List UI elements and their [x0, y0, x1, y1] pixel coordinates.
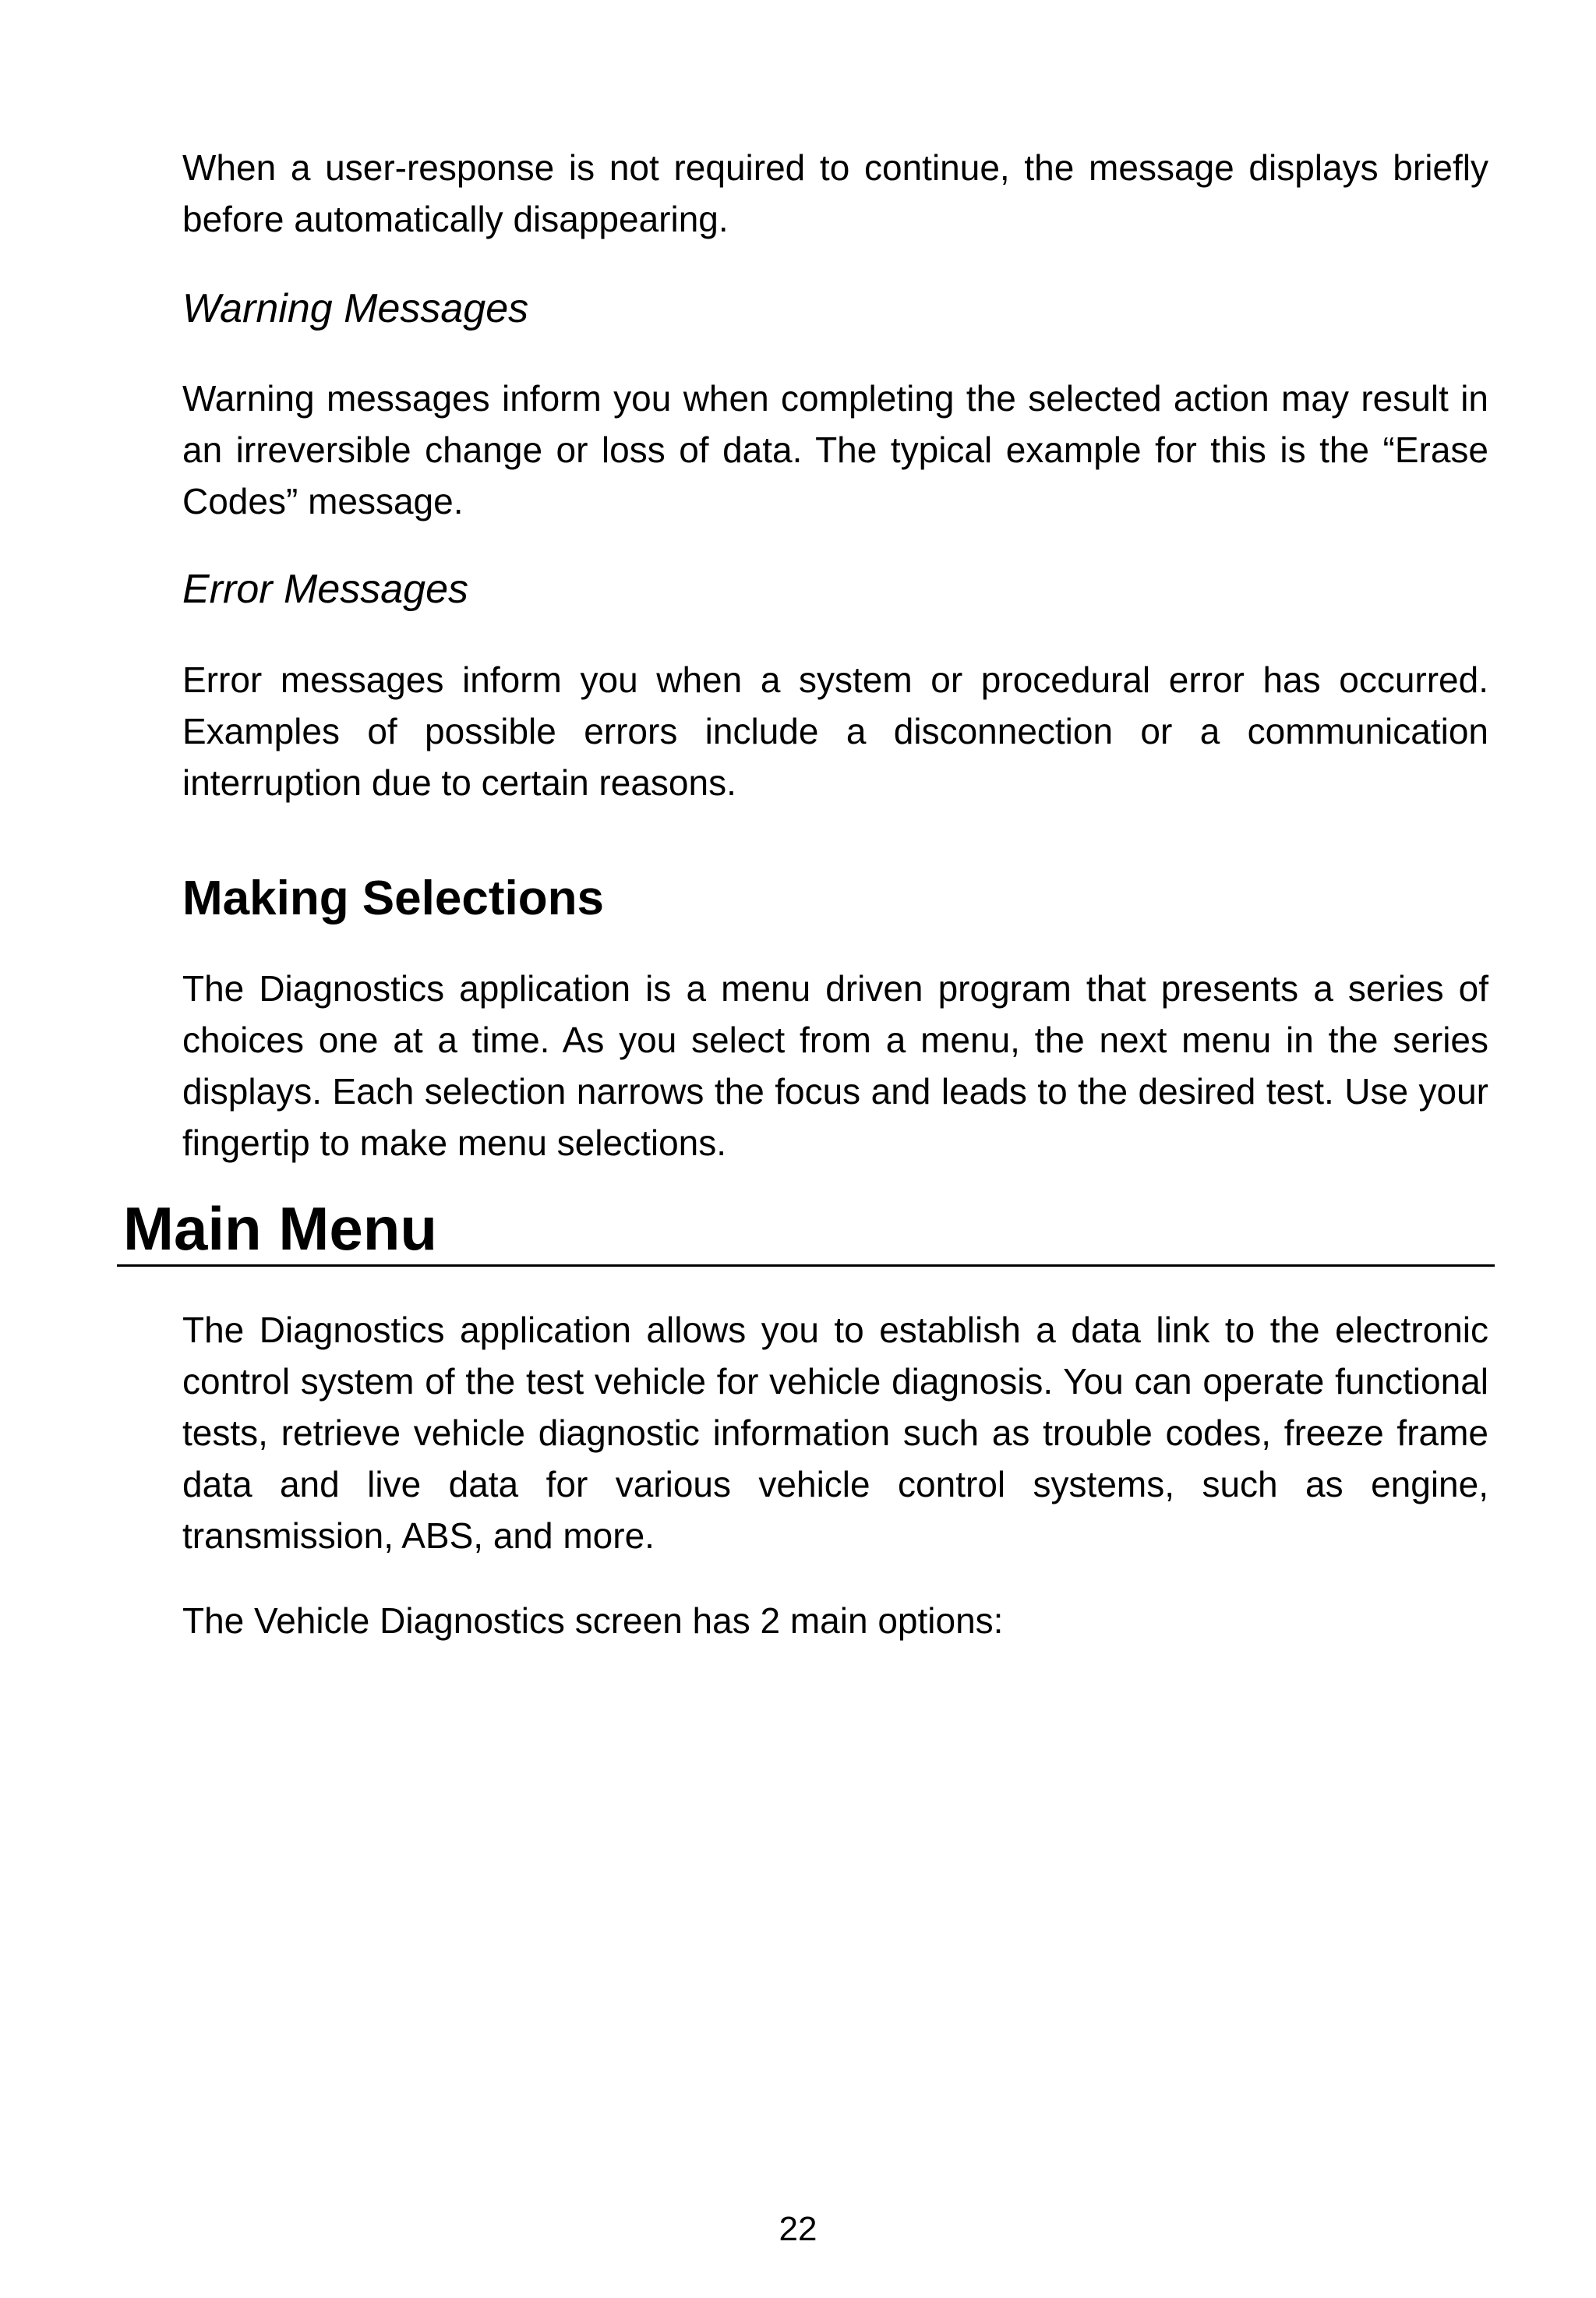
- main-menu-heading: Main Menu: [123, 1194, 437, 1263]
- section-divider: [117, 1264, 1495, 1267]
- error-messages-heading: Error Messages: [182, 567, 468, 612]
- warning-messages-paragraph: Warning messages inform you when completing the selected action may result in an irreversible change or loss of data. The typical example for this is the “Erase Codes” message.: [182, 378, 1488, 521]
- error-messages-paragraph: Error messages inform you when a system or procedural error has occurred. Examples of possible errors include a disconnection or a communication interruption due to certain reasons.: [182, 659, 1488, 803]
- main-menu-paragraph: The Diagnostics application allows you to establish a data link to the electronic control system of the test vehicle for vehicle diagnosis. You can operate functional tests, retrieve vehicle diagnostic information such as trouble codes, freeze frame data and live data for various vehicle control systems, such as engine, transmission, ABS, and more.: [182, 1310, 1488, 1556]
- options-paragraph: The Vehicle Diagnostics screen has 2 main options:: [182, 1600, 1004, 1641]
- intro-paragraph: When a user-response is not required to continue, the message displays briefly before automatically disappearing.: [182, 147, 1488, 239]
- page-number: 22: [779, 2210, 817, 2248]
- warning-messages-heading: Warning Messages: [182, 286, 529, 331]
- making-selections-heading: Making Selections: [182, 871, 604, 925]
- making-selections-paragraph: The Diagnostics application is a menu driven program that presents a series of choices one at a time. As you select from a menu, the next menu in the series displays. Each selection narrows the focus and leads to the desired test. Use your fingertip to make menu selections.: [182, 968, 1488, 1163]
